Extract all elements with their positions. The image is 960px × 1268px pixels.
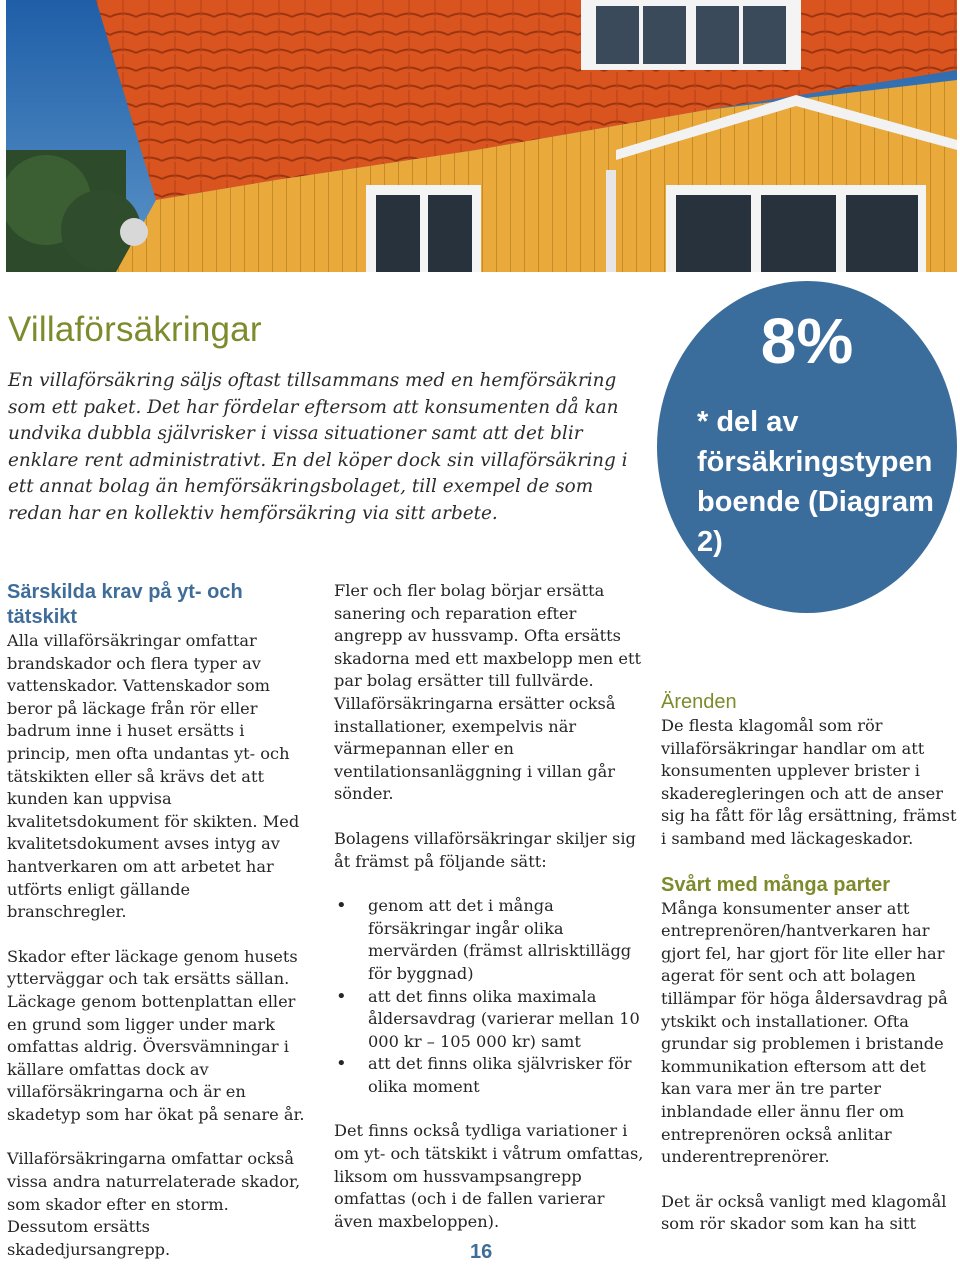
statistic-description: * del av försäkringstypen boende (Diagram 2) xyxy=(697,406,934,558)
column-middle xyxy=(334,580,644,1233)
body-paragraph: Skador efter läckage genom husets ytterväggar och tak ersätts sällan. Läckage genom bottenplattan eller en grund som ligger under mark omfattas aldrig. Översvämningar i källare omfattas dock av villaförsäkringarna och är en skadetyp som har ökat på senare år. xyxy=(7,946,305,1124)
page-number: 16 xyxy=(470,1241,493,1263)
list-item: • att det finns olika maximala åldersavdrag (varierar mellan 10 000 kr – 105 000 kr) samt xyxy=(334,986,644,1054)
hero-house-photo xyxy=(6,0,957,272)
section-heading-cases: Ärenden xyxy=(661,691,737,713)
body-paragraph: Det finns också tydliga variationer i om yt- och tätskikt i våtrum omfattas, liksom om hussvampsangrepp omfattas (och i de fallen varierar även maxbeloppen). xyxy=(334,1121,644,1231)
body-paragraph: De flesta klagomål som rör villaförsäkringar handlar om att konsumenten upplever brister i skaderegleringen och att de anser sig ha fått för låg ersättning, främst i samband med läckageskador. xyxy=(661,716,957,848)
body-paragraph: Alla villaförsäkringar omfattar brandskador och flera typer av vattenskador. Vattenskador som beror på läckage från rör eller badrum inne i huset ersätts i princip, men ofta undantas yt- och tätskikten eller så krävs det att kunden kan uppvisa kvalitetsdokument för skikten. Med kvalitetsdokument avses intyg av hantverkaren om att arbetet har utförts enligt gällande branschregler. xyxy=(7,631,300,922)
house-illustration xyxy=(6,0,957,272)
list-item: • att det finns olika självrisker för olika moment xyxy=(334,1053,644,1098)
section-heading-parties: Svårt med många parter xyxy=(661,873,890,896)
column-right xyxy=(661,690,957,1236)
intro-paragraph: En villaförsäkring säljs oftast tillsammans med en hemförsäkring som ett paket. Det har fördelar eftersom att konsumenten då kan undvika dubbla självrisker i vissa situationer samt att det blir enklare rent administrativt. En del köper dock sin villaförsäkring i ett annat bolag än hemförsäkringsbolaget, till exempel de som redan har en kollektiv hemförsäkring via sitt arbete. xyxy=(8,370,628,524)
differences-list xyxy=(334,895,644,1098)
body-paragraph: Fler och fler bolag börjar ersätta sanering och reparation efter angrepp av hussvamp. Ofta ersätts skadorna med ett maxbelopp men ett par bolag ersätter till fullvärde. Villaförsäkringarna ersätter också installationer, exempelvis när värmepannan eller en ventilationsanläggning i villan går sönder. xyxy=(334,581,641,804)
list-item: • genom att det i många försäkringar ingår olika mervärden (främst allrisktillägg för byggnad) xyxy=(334,895,644,985)
body-paragraph: Villaförsäkringarna omfattar också vissa andra naturrelaterade skador, som skador efter en storm. Dessutom ersätts skadedjursangrepp. xyxy=(7,1149,301,1259)
page-title: Villaförsäkringar xyxy=(8,310,262,349)
statistic-callout xyxy=(657,281,957,613)
body-paragraph: Det är också vanligt med klagomål som rör skador som kan ha sitt xyxy=(661,1191,947,1234)
body-paragraph: Många konsumenter anser att entreprenören/hantverkaren har gjort fel, har gjort för lite eller har agerat för sent och att bolagen tillämpar för höga åldersavdrag på ytskikt och installationer. Ofta grundar sig problemen i bristande kommunikation eftersom att det kan vara mer än tre parter inblandade eller ännu fler om entreprenören också anlitar underentreprenörer. xyxy=(661,898,948,1167)
body-paragraph: Bolagens villaförsäkringar skiljer sig åt främst på följande sätt: xyxy=(334,828,636,871)
column-left xyxy=(7,580,307,1261)
statistic-percent: 8% xyxy=(760,305,854,377)
section-heading-requirements: Särskilda krav på yt- och tätskikt xyxy=(7,581,243,628)
